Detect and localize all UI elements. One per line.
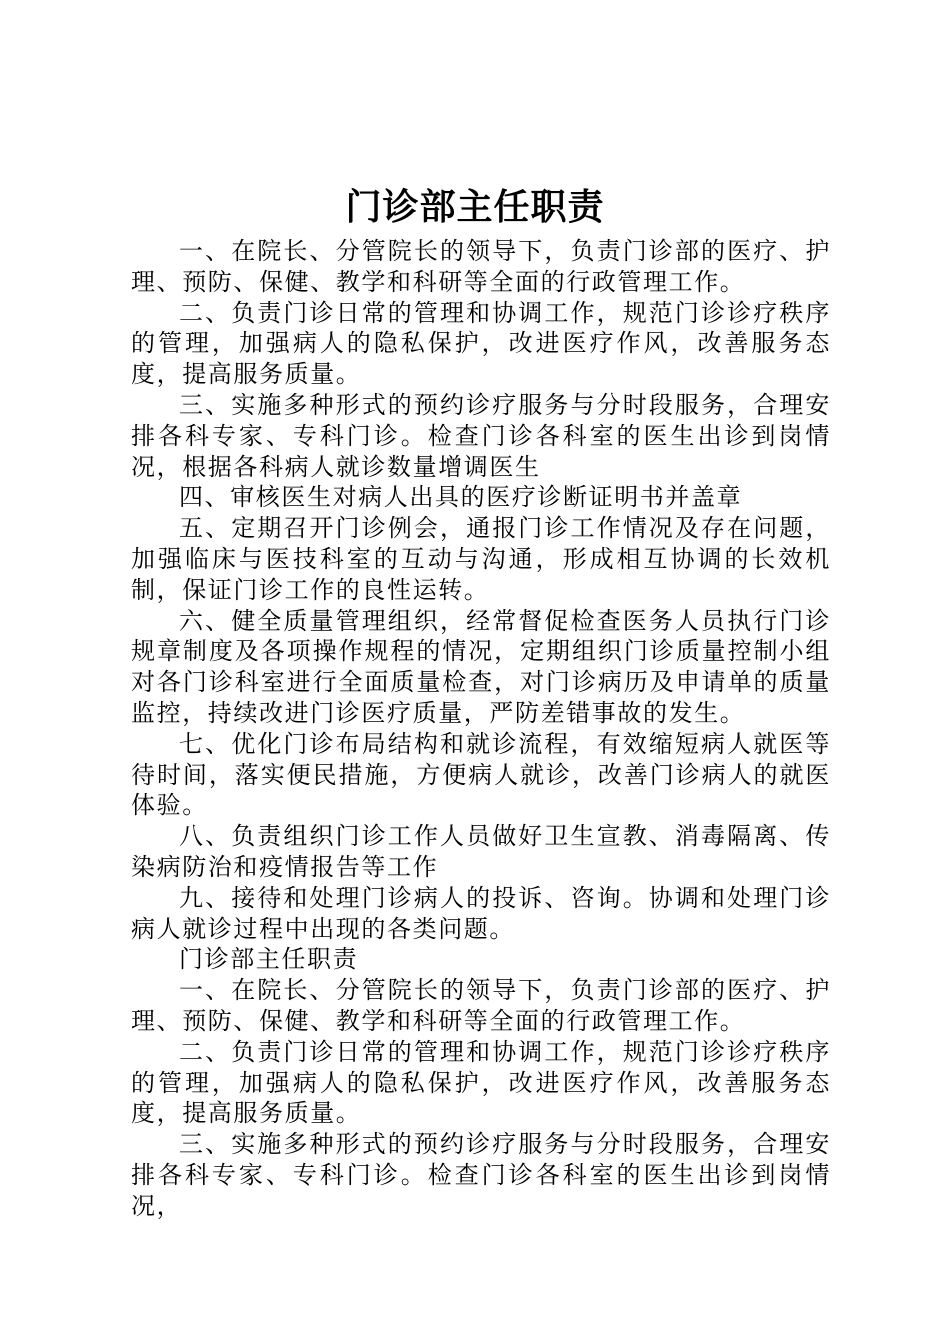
paragraph-9: 九、接待和处理门诊病人的投诉、咨询。协调和处理门诊病人就诊过程中出现的各类问题。 — [131, 883, 831, 943]
paragraph-7: 七、优化门诊布局结构和就诊流程，有效缩短病人就医等待时间，落实便民措施，方便病人就诊，改善门诊病人的就医体验。 — [131, 729, 831, 820]
paragraph-6: 六、健全质量管理组织，经常督促检查医务人员执行门诊规章制度及各项操作规程的情况，定期组织门诊质量控制小组对各门诊科室进行全面质量检查，对门诊病历及申请单的质量监控，持续改进门诊医疗质量，严防差错事故的发生。 — [131, 606, 831, 727]
paragraph-4: 四、审核医生对病人出具的医疗诊断证明书并盖章 — [179, 483, 743, 512]
document-title: 门诊部主任职责 — [345, 186, 605, 228]
repeated-heading: 门诊部主任职责 — [179, 945, 359, 974]
paragraph-2: 二、负责门诊日常的管理和协调工作，规范门诊诊疗秩序的管理，加强病人的隐私保护，改进医疗作风，改善服务态度，提高服务质量。 — [131, 298, 831, 389]
paragraph-11: 二、负责门诊日常的管理和协调工作，规范门诊诊疗秩序的管理，加强病人的隐私保护，改进医疗作风，改善服务态度，提高服务质量。 — [131, 1037, 831, 1128]
paragraph-5: 五、定期召开门诊例会，通报门诊工作情况及存在问题，加强临床与医技科室的互动与沟通，形成相互协调的长效机制，保证门诊工作的良性运转。 — [131, 514, 831, 604]
paragraph-3: 三、实施多种形式的预约诊疗服务与分时段服务，合理安排各科专家、专科门诊。检查门诊各科室的医生出诊到岗情况，根据各科病人就诊数量增调医生 — [131, 390, 831, 481]
paragraph-8: 八、负责组织门诊工作人员做好卫生宣教、消毒隔离、传染病防治和疫情报告等工作 — [131, 822, 831, 881]
paragraph-1: 一、在院长、分管院长的领导下，负责门诊部的医疗、护理、预防、保健、教学和科研等全面的行政管理工作。 — [131, 237, 831, 296]
paragraph-12: 三、实施多种形式的预约诊疗服务与分时段服务，合理安排各科专家、专科门诊。检查门诊各科室的医生出诊到岗情况， — [131, 1130, 831, 1220]
paragraph-10: 一、在院长、分管院长的领导下，负责门诊部的医疗、护理、预防、保健、教学和科研等全面的行政管理工作。 — [131, 976, 831, 1035]
document-body — [131, 236, 831, 1222]
